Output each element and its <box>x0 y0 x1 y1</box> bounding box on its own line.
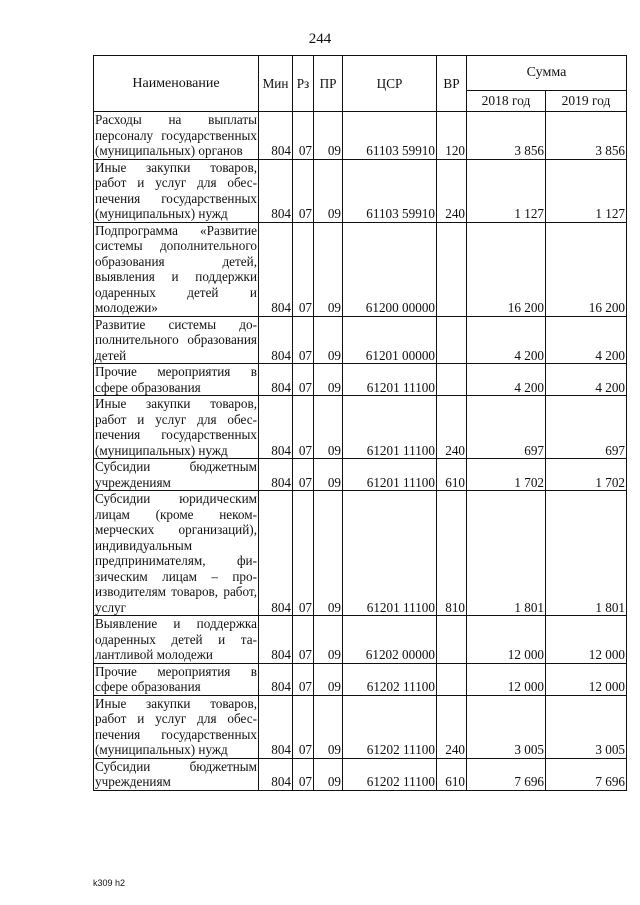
row-name: Иные закупки товаров, работ и услуг для обеспечения государственных (муниципальных) нужд <box>95 159 257 221</box>
row-rz: 07 <box>293 396 314 459</box>
row-rz: 07 <box>293 663 314 695</box>
table-row <box>94 222 627 316</box>
header-csr: ЦСР <box>343 56 437 112</box>
row-name: Прочие мероприятия в сфере образования <box>95 663 257 694</box>
row-csr: 61202 00000 <box>343 616 437 664</box>
row-min: 804 <box>259 491 293 616</box>
header-year-2019: 2019 год <box>546 91 627 112</box>
row-sum-2018: 3 856 <box>467 112 546 160</box>
row-min: 804 <box>259 758 293 790</box>
row-pr: 09 <box>314 616 343 664</box>
row-sum-2019: 4 200 <box>546 364 627 396</box>
header-sum: Сумма <box>467 56 627 91</box>
row-sum-2019: 4 200 <box>546 316 627 364</box>
row-name: Расходы на выплаты персоналу государственных (муниципальных) органов <box>95 112 257 158</box>
row-pr: 09 <box>314 112 343 160</box>
table-row <box>94 695 627 758</box>
row-sum-2018: 16 200 <box>467 222 546 316</box>
row-csr: 61201 11100 <box>343 491 437 616</box>
row-csr: 61202 11100 <box>343 663 437 695</box>
header-vr: ВР <box>437 56 467 112</box>
row-rz: 07 <box>293 222 314 316</box>
row-vr <box>437 316 467 364</box>
row-min: 804 <box>259 364 293 396</box>
row-rz: 07 <box>293 159 314 222</box>
row-csr: 61200 00000 <box>343 222 437 316</box>
row-csr: 61202 11100 <box>343 758 437 790</box>
table-row <box>94 663 627 695</box>
row-csr: 61201 11100 <box>343 396 437 459</box>
row-vr <box>437 364 467 396</box>
row-name: Иные закупки товаров, работ и услуг для обеспечения государственных (муниципальных) нужд <box>95 695 257 757</box>
row-min: 804 <box>259 695 293 758</box>
row-vr: 240 <box>437 396 467 459</box>
row-sum-2018: 4 200 <box>467 316 546 364</box>
table-body <box>94 112 627 791</box>
row-sum-2018: 697 <box>467 396 546 459</box>
row-sum-2019: 12 000 <box>546 663 627 695</box>
footer-code: k309 h2 <box>93 878 126 888</box>
row-rz: 07 <box>293 364 314 396</box>
row-sum-2019: 1 127 <box>546 159 627 222</box>
row-rz: 07 <box>293 616 314 664</box>
row-sum-2019: 3 005 <box>546 695 627 758</box>
row-csr: 61201 11100 <box>343 364 437 396</box>
row-sum-2018: 7 696 <box>467 758 546 790</box>
budget-table <box>93 55 627 791</box>
row-pr: 09 <box>314 663 343 695</box>
header-pr: ПР <box>314 56 343 112</box>
row-rz: 07 <box>293 491 314 616</box>
row-name: Развитие системы дополнительного образования детей <box>95 316 257 363</box>
row-csr: 61202 11100 <box>343 695 437 758</box>
row-vr: 610 <box>437 459 467 491</box>
row-vr: 240 <box>437 159 467 222</box>
row-pr: 09 <box>314 364 343 396</box>
row-sum-2018: 4 200 <box>467 364 546 396</box>
row-pr: 09 <box>314 222 343 316</box>
row-sum-2019: 1 801 <box>546 491 627 616</box>
row-vr: 240 <box>437 695 467 758</box>
row-rz: 07 <box>293 316 314 364</box>
row-vr <box>437 616 467 664</box>
row-rz: 07 <box>293 695 314 758</box>
table-row <box>94 491 627 616</box>
row-sum-2019: 16 200 <box>546 222 627 316</box>
table-row <box>94 364 627 396</box>
row-pr: 09 <box>314 491 343 616</box>
row-vr <box>437 663 467 695</box>
table-row <box>94 159 627 222</box>
row-sum-2019: 1 702 <box>546 459 627 491</box>
row-pr: 09 <box>314 316 343 364</box>
row-pr: 09 <box>314 459 343 491</box>
table-row <box>94 396 627 459</box>
row-sum-2019: 12 000 <box>546 616 627 664</box>
row-min: 804 <box>259 616 293 664</box>
row-min: 804 <box>259 112 293 160</box>
row-vr <box>437 222 467 316</box>
table-header <box>94 56 627 112</box>
header-year-2018: 2018 год <box>467 91 546 112</box>
row-pr: 09 <box>314 758 343 790</box>
page-number: 244 <box>308 31 332 47</box>
row-min: 804 <box>259 396 293 459</box>
row-name: Субсидии бюджетным учреждениям <box>95 459 257 490</box>
row-sum-2018: 1 127 <box>467 159 546 222</box>
table-row <box>94 459 627 491</box>
row-rz: 07 <box>293 459 314 491</box>
table-row <box>94 316 627 364</box>
row-name: Прочие мероприятия в сфере образования <box>95 364 257 395</box>
row-min: 804 <box>259 316 293 364</box>
table-row <box>94 758 627 790</box>
row-sum-2019: 3 856 <box>546 112 627 160</box>
row-min: 804 <box>259 459 293 491</box>
header-rz: Рз <box>293 56 314 112</box>
row-rz: 07 <box>293 758 314 790</box>
row-name: Выявление и поддержка одаренных детей и талантливой молодежи <box>95 616 257 662</box>
row-pr: 09 <box>314 695 343 758</box>
row-min: 804 <box>259 159 293 222</box>
table-row <box>94 616 627 664</box>
row-name: Субсидии бюджетным учреждениям <box>95 758 257 789</box>
row-name: Подпрограмма «Развитие системы дополнительного образования детей, выявления и поддержки одаренных детей и молодежи» <box>95 222 257 315</box>
row-csr: 61103 59910 <box>343 159 437 222</box>
row-min: 804 <box>259 222 293 316</box>
row-rz: 07 <box>293 112 314 160</box>
row-sum-2018: 1 801 <box>467 491 546 616</box>
row-vr: 610 <box>437 758 467 790</box>
row-pr: 09 <box>314 159 343 222</box>
row-sum-2019: 697 <box>546 396 627 459</box>
row-name: Иные закупки товаров, работ и услуг для обеспечения государственных (муниципальных) нужд <box>95 396 257 458</box>
row-sum-2018: 3 005 <box>467 695 546 758</box>
header-name: Наименование <box>94 56 259 112</box>
row-sum-2018: 1 702 <box>467 459 546 491</box>
row-sum-2019: 7 696 <box>546 758 627 790</box>
row-vr: 810 <box>437 491 467 616</box>
header-min: Мин <box>259 56 293 112</box>
row-name: Субсидии юридическим лицам (кроме некоммерческих организаций), индивидуальным предпринимателям, физическим лицам – производителям товаров, работ, услуг <box>95 491 257 615</box>
row-csr: 61103 59910 <box>343 112 437 160</box>
row-min: 804 <box>259 663 293 695</box>
row-csr: 61201 11100 <box>343 459 437 491</box>
table-row <box>94 112 627 160</box>
row-sum-2018: 12 000 <box>467 663 546 695</box>
row-vr: 120 <box>437 112 467 160</box>
row-csr: 61201 00000 <box>343 316 437 364</box>
row-pr: 09 <box>314 396 343 459</box>
row-sum-2018: 12 000 <box>467 616 546 664</box>
